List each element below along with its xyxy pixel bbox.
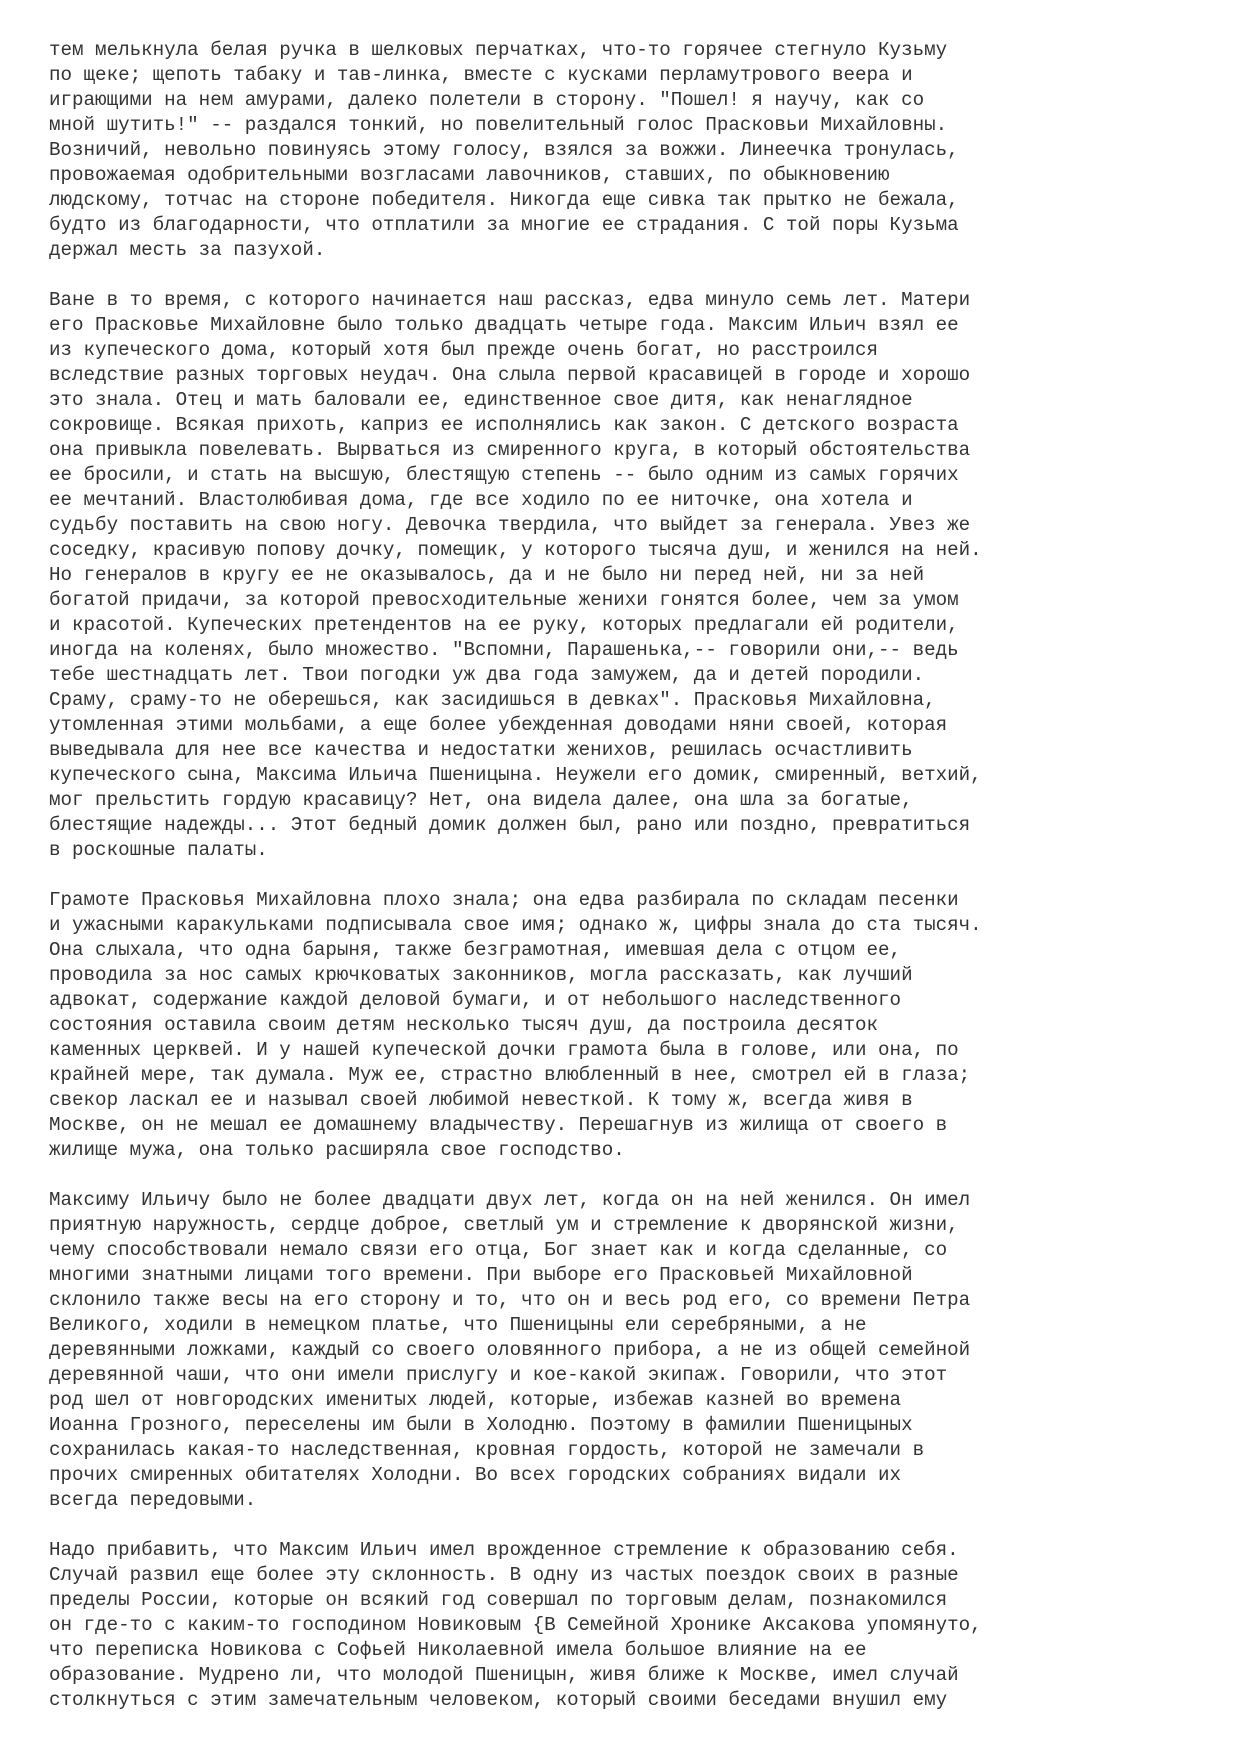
text-line: сохранилась какая-то наследственная, кровная гордость, которой не замечали в	[49, 1439, 925, 1461]
text-line: Ване в то время, с которого начинается наш рассказ, едва минуло семь лет. Матери	[49, 289, 971, 311]
text-line: иногда на коленях, было множество. "Вспомни, Парашенька,-- говорили они,-- ведь	[49, 639, 959, 661]
text-line: состояния оставила своим детям несколько тысяч душ, да построила десяток	[49, 1014, 879, 1036]
text-line: и ужасными каракульками подписывала свое имя; однако ж, цифры знала до ста тысяч.	[49, 914, 982, 936]
text-line: Москве, он не мешал ее домашнему владычеству. Перешагнув из жилища от своего в	[49, 1114, 948, 1136]
text-line: Сраму, сраму-то не оберешься, как засидишься в девках". Прасковья Михайловна,	[49, 689, 936, 711]
text-line: это знала. Отец и мать баловали ее, единственное свое дитя, как ненаглядное	[49, 389, 913, 411]
text-line: выведывала для нее все качества и недостатки женихов, решилась осчастливить	[49, 739, 913, 761]
text-line: адвокат, содержание каждой деловой бумаги, и от небольшого наследственного	[49, 989, 902, 1011]
text-line: в роскошные палаты.	[49, 839, 268, 861]
text-line: Великого, ходили в немецком платье, что Пшеницыны ели серебряными, а не	[49, 1314, 867, 1336]
text-line: Иоанна Грозного, переселены им были в Холодню. Поэтому в фамилии Пшеницыных	[49, 1414, 913, 1436]
text-line: соседку, красивую попову дочку, помещик, у которого тысяча душ, и женился на ней.	[49, 539, 982, 561]
text-line: деревянной чаши, что они имели прислугу и кое-какой экипаж. Говорили, что этот	[49, 1364, 948, 1386]
text-line: Надо прибавить, что Максим Ильич имел врожденное стремление к образованию себя.	[49, 1539, 959, 1561]
text-line: тебе шестнадцать лет. Твои погодки уж два года замужем, да и детей породили.	[49, 664, 925, 686]
text-line: род шел от новгородских именитых людей, которые, избежав казней во времена	[49, 1389, 902, 1411]
text-line: будто из благодарности, что отплатили за многие ее страдания. С той поры Кузьма	[49, 214, 959, 236]
paragraph-4	[49, 1188, 1229, 1513]
text-line: он где-то с каким-то господином Новиковым {В Семейной Хронике Аксакова упомянуто,	[49, 1614, 982, 1636]
text-line: судьбу поставить на свою ногу. Девочка твердила, что выйдет за генерала. Увез же	[49, 514, 971, 536]
paragraph-2	[49, 288, 1229, 863]
paragraph-1	[49, 38, 1229, 263]
text-line: приятную наружность, сердце доброе, светлый ум и стремление к дворянской жизни,	[49, 1214, 959, 1236]
text-line: крайней мере, так думала. Муж ее, страстно влюбленный в нее, смотрел ей в глаза;	[49, 1064, 971, 1086]
text-line: людскому, тотчас на стороне победителя. Никогда еще сивка так прытко не бежала,	[49, 189, 959, 211]
text-line: многими знатными лицами того времени. При выборе его Прасковьей Михайловной	[49, 1264, 913, 1286]
text-line: пределы России, которые он всякий год совершал по торговым делам, познакомился	[49, 1589, 948, 1611]
text-line: богатой придачи, за которой превосходительные женихи гонятся более, чем за умом	[49, 589, 959, 611]
text-line: провожаемая одобрительными возгласами лавочников, ставших, по обыкновению	[49, 164, 890, 186]
text-line: ее бросили, и стать на высшую, блестящую степень -- было одним из самых горячих	[49, 464, 959, 486]
text-line: купеческого сына, Максима Ильича Пшеницына. Неужели его домик, смиренный, ветхий,	[49, 764, 982, 786]
text-line: каменных церквей. И у нашей купеческой дочки грамота была в голове, или она, по	[49, 1039, 959, 1061]
paragraph-5	[49, 1538, 1229, 1713]
text-line: блестящие надежды... Этот бедный домик должен был, рано или поздно, превратиться	[49, 814, 971, 836]
text-line: мной шутить!" -- раздался тонкий, но повелительный голос Прасковьи Михайловны.	[49, 114, 948, 136]
text-line: склонило также весы на его сторону и то, что он и весь род его, со времени Петра	[49, 1289, 971, 1311]
document-page	[49, 38, 1229, 1738]
text-line: утомленная этими мольбами, а еще более убежденная доводами няни своей, которая	[49, 714, 948, 736]
paragraph-3	[49, 888, 1229, 1163]
text-line: свекор ласкал ее и называл своей любимой невесткой. К тому ж, всегда живя в	[49, 1089, 913, 1111]
text-line: Но генералов в кругу ее не оказывалось, да и не было ни перед ней, ни за ней	[49, 564, 925, 586]
text-line: ее мечтаний. Властолюбивая дома, где все ходило по ее ниточке, она хотела и	[49, 489, 913, 511]
text-line: столкнуться с этим замечательным человеком, который своими беседами внушил ему	[49, 1689, 948, 1711]
text-line: играющими на нем амурами, далеко полетели в сторону. "Пошел! я научу, как со	[49, 89, 925, 111]
text-line: его Прасковье Михайловне было только двадцать четыре года. Максим Ильич взял ее	[49, 314, 959, 336]
text-line: всегда передовыми.	[49, 1489, 257, 1511]
text-line: деревянными ложками, каждый со своего оловянного прибора, а не из общей семейной	[49, 1339, 971, 1361]
text-line: Она слыхала, что одна барыня, также безграмотная, имевшая дела с отцом ее,	[49, 939, 902, 961]
text-line: Случай развил еще более эту склонность. В одну из частых поездок своих в разные	[49, 1564, 959, 1586]
text-line: Возничий, невольно повинуясь этому голосу, взялся за вожжи. Линеечка тронулась,	[49, 139, 959, 161]
text-line: прочих смиренных обитателях Холодни. Во всех городских собраниях видали их	[49, 1464, 902, 1486]
text-line: тем мелькнула белая ручка в шелковых перчатках, что-то горячее стегнуло Кузьму	[49, 39, 948, 61]
text-line: Максиму Ильичу было не более двадцати двух лет, когда он на ней женился. Он имел	[49, 1189, 971, 1211]
text-line: что переписка Новикова с Софьей Николаевной имела большое влияние на ее	[49, 1639, 867, 1661]
text-line: из купеческого дома, который хотя был прежде очень богат, но расстроился	[49, 339, 879, 361]
text-line: образование. Мудрено ли, что молодой Пшеницын, живя ближе к Москве, имел случай	[49, 1664, 959, 1686]
text-line: Грамоте Прасковья Михайловна плохо знала; она едва разбирала по складам песенки	[49, 889, 959, 911]
text-line: она привыкла повелевать. Вырваться из смиренного круга, в который обстоятельства	[49, 439, 971, 461]
text-line: сокровище. Всякая прихоть, каприз ее исполнялись как закон. С детского возраста	[49, 414, 959, 436]
text-line: проводила за нос самых крючковатых законников, могла рассказать, как лучший	[49, 964, 913, 986]
text-line: держал месть за пазухой.	[49, 239, 326, 261]
text-line: жилище мужа, она только расширяла свое господство.	[49, 1139, 625, 1161]
text-line: по щеке; щепоть табаку и тав-линка, вместе с кусками перламутрового веера и	[49, 64, 913, 86]
text-line: и красотой. Купеческих претендентов на ее руку, которых предлагали ей родители,	[49, 614, 959, 636]
text-line: чему способствовали немало связи его отца, Бог знает как и когда сделанные, со	[49, 1239, 948, 1261]
text-line: вследствие разных торговых неудач. Она слыла первой красавицей в городе и хорошо	[49, 364, 971, 386]
text-line: мог прельстить гордую красавицу? Нет, она видела далее, она шла за богатые,	[49, 789, 913, 811]
